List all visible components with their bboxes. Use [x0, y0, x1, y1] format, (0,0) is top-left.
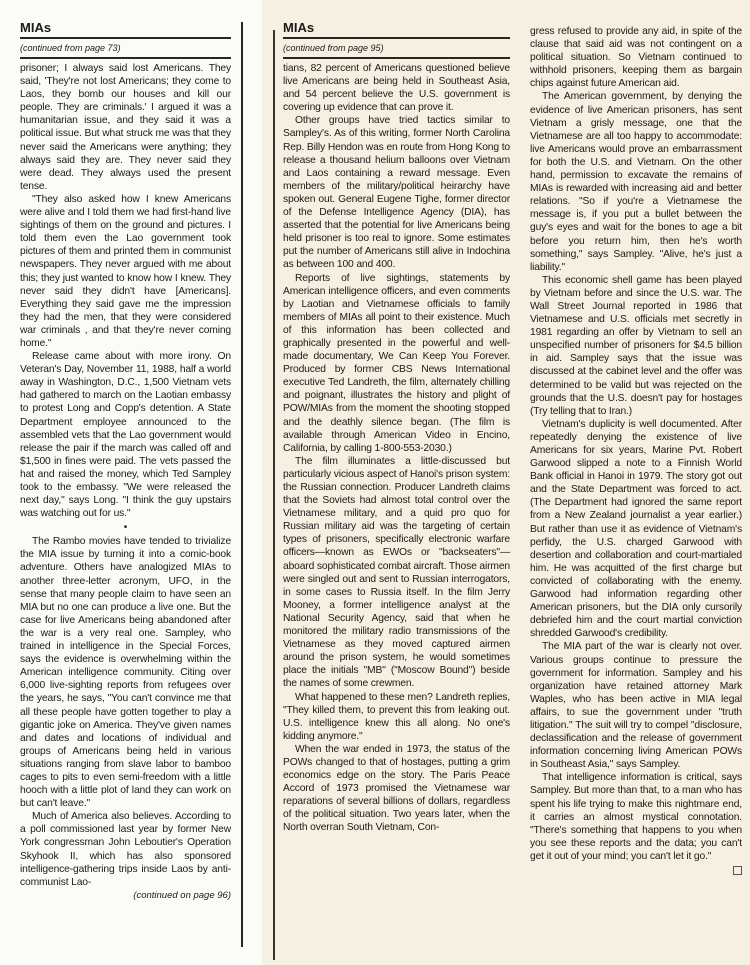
middle-article-column [283, 20, 510, 835]
continued-from-label: (continued from page 73) [20, 41, 231, 59]
paragraph: The MIA part of the war is clearly not over. Various groups continue to pressure the government for information. Sampley and his organization have retained attorney Mark Waples, who has been active in MIA legal affairs, to sue the government under "truth litigation." The suit will try to compel "disclosure, declassification and the release of government information concerning living American POWs in Southeast Asia," says Sampley. [530, 641, 742, 771]
article-body [530, 25, 742, 863]
paragraph: prisoner; I always said lost Americans. They said, 'They're not lost Americans; they come to Laos, they bomb our houses and kill our people. They are criminals.' I argued it was a humanitarian issue, and they said it was a political issue. But what struck me was that they never said the Americans were anything; they always said they are. They never said they were dead. They always used the present tense. [20, 63, 231, 192]
paragraph: Other groups have tried tactics similar to Sampley's. As of this writing, former North Carolina Rep. Billy Hendon was en route from Hong Kong to release a thousand helium balloons over Vietnam and Laos containing a reward message. Even members of the military/political heirarchy have spoken out. General Eugene Tighe, former director of the Defense Intelligence Agency (DIA), has asserted that the potential for live Americans being held prisoner is too real to ignore. Some estimates put the number of Americans still alive in Indochina as between 100 and 400. [283, 115, 510, 271]
section-title: MIAs [283, 20, 510, 39]
paragraph: Reports of live sightings, statements by American intelligence officers, and even comments by Laotian and Vietnamese officials to family members of MIAs all point to their existence. Much of this information has been collected and graphically presented in the powerful and well-made documentary, We Can Keep You Forever. Produced by former CBS News International executive Ted Landreth, the film, alternately chilling and poignant, illustrates the history and plight of POW/MIAs from the moment the shooting stopped and the deathly silence began. (The film is available through American Video in Encino, California, by calling 1-800-553-2030.) [283, 272, 510, 454]
left-page-column-rule [241, 22, 243, 947]
paragraph: Release came about with more irony. On Veteran's Day, November 11, 1988, half a world away in Washington, D.C., 1,500 Vietnam vets had gathered to march on the Laotian embassy to protest Long and Copp's detention. A State Department employee announced to the assembled vets that the Lao government would release the pair if the march was called off and $1,500 in fines were paid. The vets passed the hat and raised the money, which Ted Sampley took to the embassy. "We were released the next day," says Long. "I think the guy upstairs was watching out for us." [20, 351, 231, 520]
paragraph: This economic shell game has been played by Vietnam before and since the U.S. war. The Wall Street Journal reported in 1986 that Vietnamese and U.S. officials met secretly in 1981 regarding an offer by Vietnam to sell an unspecified number of prisoners for $4.5 billion in aid. Sampley says that the issue was discussed at the cabinet level and the offer was determined to be valid but was rejected on the grounds that the U.S. doesn't pay for hostages (Try telling that to Iran.) [530, 274, 742, 417]
paragraph: When the war ended in 1973, the status of the POWs changed to that of hostages, putting a grim economics edge on the story. The Paris Peace Accord of 1973 promised the Vietnamese war reparations of several billions of dollars, regardless of the political situation. Two years later, when the North overran South Vietnam, Con- [283, 743, 510, 834]
article-body [20, 62, 231, 902]
continued-from-label: (continued from page 95) [283, 41, 510, 59]
right-article-column [530, 25, 742, 875]
paragraph: tians, 82 percent of Americans questioned believe live Americans are being held in Southeast Asia, and 54 percent believe the U.S. government is covering up evidence that can prove it. [283, 63, 510, 114]
paragraph: The Rambo movies have tended to trivialize the MIA issue by turning it into a comic-book adventure. Others have analogized MIAs to another three-letter acronym, UFO, in the sense that many people claim to have seen an MIA but no one can produce a live one. But the case for live Americans being abandoned after the war is a very real one. Sampley, who trained in intelligence in the Special Forces, says the evidence is overwhelming within the American intelligence community. Citing over 6,000 live-sighting reports from refugees over the years, he says, "You can't convince me that all these people have gotten together to play a gigantic joke on America. They've given names and dates and locations of individual and groups of Americans being held in various situations ranging from slave labor to bamboo cages to pits to even semi-freedom with a little hooch with a little plot of land they can work on but can't leave." [20, 536, 231, 810]
paragraph: What happened to these men? Landreth replies, "They killed them, to prevent this from leaking out. U.S. intelligence knew this all along. No one's kidding anymore." [283, 691, 510, 742]
left-article-column [20, 20, 231, 902]
paragraph: gress refused to provide any aid, in spite of the clause that said aid was not contingent on a political situation. So Vietnam continued to withhold prisoners, keeping them as bargain chips against future American aid. [530, 26, 742, 90]
paragraph: Much of America also believes. According to a poll commissioned last year by former New York congressman John Leboutier's Operation Skyhook II, which has also sponsored intelligence-gathering trips inside Laos by anti-communist Lao- [20, 811, 231, 888]
paragraph: The film illuminates a little-discussed but particularly vicious aspect of Hanoi's prison system: the Russian connection. Producer Landreth claims that the Soviets had almost total control over the Vietnamese military, and a quid pro quo for Russian military aid was the targeting of certain types of prisoners, specifically electronic warfare officers—known as EWOs or "backseaters"—aboard sophisticated combat aircraft. Those airmen were singled out and sent to Russian interrogators, in some cases to Russia itself. In the film Jerry Mooney, a former intelligence analyst at the National Security Agency, said that when he monitored the military radio transmissions of the Vietnamese as they moved captured airmen around the prison system, he would sometimes place the initials "MB" ("Moscow Bound") beside the names of some crewmen. [283, 455, 510, 690]
paragraph: Vietnam's duplicity is well documented. After repeatedly denying the existence of live Americans for six years, Marine Pvt. Robert Garwood slipped a note to a Finnish World Bank official in Hanoi in 1979. The story got out and the State Department was forced to act. (The Department had ignored the same report from a New Zealand journalist a year earlier.) But rather than use it as evidence of Vietnam's perfidy, the U.S. charged Garwood with desertion and collaboration and court-martialed him. He was acquitted of the first charge but convicted of collaborating with the enemy. Garwood had information regarding other American prisoners, but the DIA only cursorily debriefed him and the court martial conviction shredded Garwood's credibility. [530, 418, 742, 640]
paragraph: The American government, by denying the evidence of live American prisoners, has sent Vietnam a grisly message, one that the Vietnamese are all too happy to accommodate: live Americans would prove an embarrassment for both the U.S. and Vietnam. On the other hand, permission to excavate the remains of MIAs is rewarded with increasing aid and better relations. "So if you're a Vietnamese the message is, if you put a bullet between the guy's eyes and wait for the bones to age a bit before you return him, then he's worth something," says Sampley. "Alive, he's just a liability." [530, 91, 742, 273]
end-of-article-box-icon [733, 866, 742, 875]
section-title: MIAs [20, 20, 231, 39]
right-page-column-rule [273, 30, 275, 960]
article-body [283, 62, 510, 835]
section-separator-bullet: • [123, 522, 128, 534]
paragraph: "They also asked how I knew Americans were alive and I told them we had first-hand live sightings of them on the ground and pictures. I told them even the Lao government took pictures of them and printed them in communist newspapers. They never argued with me about this; they just wanted to know how I knew. They never said they didn't have [Americans]. Everything they said gave me the impression they had the men, that they were considered war criminals , and that they're never coming home." [20, 193, 231, 349]
continued-on-label: (continued on page 96) [133, 889, 231, 901]
paragraph: That intelligence information is critical, says Sampley. But more than that, to a man who has spent his life trying to make this nightmare end, it carries an almost mystical connotation. "There's something that happens to you when you see these reports and the data; you can't get it out of your mind; you can't let it go." [530, 772, 742, 862]
